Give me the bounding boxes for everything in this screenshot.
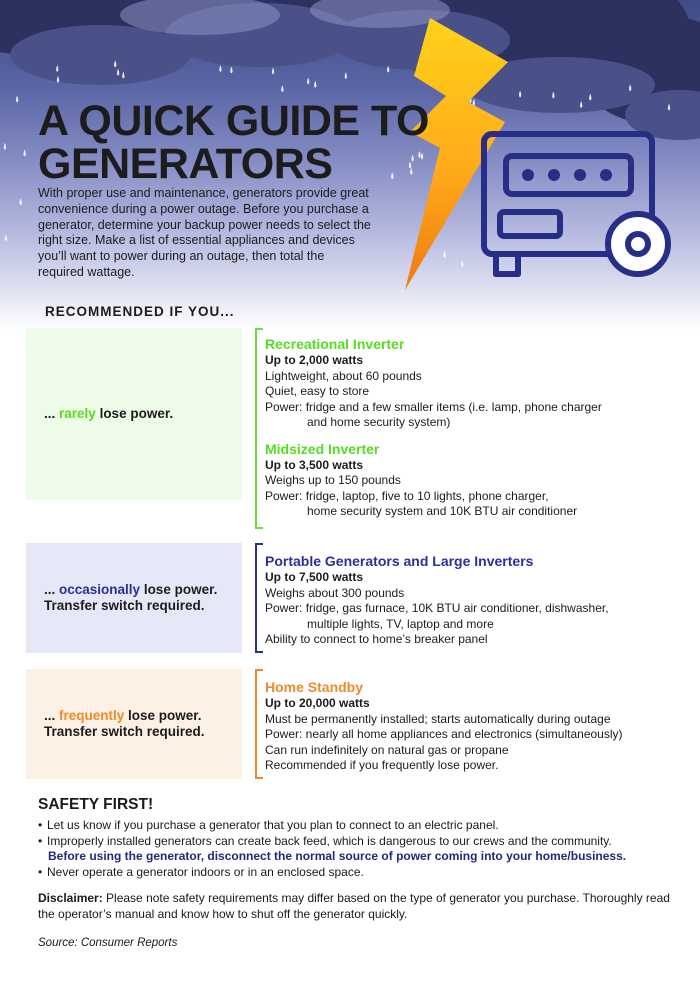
tier-frequently-box	[26, 669, 242, 779]
product-name: Portable Generators and Large Inverters	[265, 553, 534, 569]
disclaimer-text: Please note safety requirements may differ based on the type of generator you purchase. Thoroughly read the operator’s manual and know how to shut off the generator quickly.	[38, 891, 670, 921]
safety-emphasis: Before using the generator, disconnect the normal source of power coming into your home/business.	[48, 849, 627, 863]
rain-drop	[314, 81, 316, 88]
generator-icon	[478, 128, 678, 288]
product-spec: Quiet, easy to store	[265, 384, 370, 398]
product-home-standby	[265, 678, 665, 774]
rain-drop	[16, 96, 18, 103]
intro-paragraph: With proper use and maintenance, generators provide great convenience during a power outage. Before you purchase a generator, determine your backup power needs to select the right size. Make a list of essential appliances and devices you’ll want to power during an outage, then total the required wattage.	[38, 186, 371, 279]
rain-drop	[345, 72, 347, 79]
product-spec: Power: nearly all home appliances and electronics (simultaneously)	[265, 727, 623, 741]
product-name: Midsized Inverter	[265, 440, 380, 457]
disclaimer	[38, 891, 678, 922]
product-spec: Must be permanently installed; starts automatically during outage	[265, 711, 611, 726]
product-power: Power: fridge, gas furnace, 10K BTU air conditioner, dishwasher,	[265, 601, 609, 615]
product-midsized-inverter	[265, 440, 665, 520]
product-power-cont: multiple lights, TV, laptop and more	[307, 616, 494, 631]
safety-bullet: • Improperly installed generators can create back feed, which is dangerous to our crews and the community.	[38, 833, 612, 848]
product-spec: Weighs about 300 pounds	[265, 585, 405, 600]
rain-drop	[461, 260, 463, 267]
rain-drop	[443, 251, 445, 258]
product-name: Home Standby	[265, 679, 364, 695]
tier-keyword: frequently	[59, 708, 125, 723]
tier-rarely-products	[265, 335, 665, 520]
product-portable-generators	[265, 552, 665, 648]
safety-bullet: • Never operate a generator indoors or in an enclosed space.	[38, 864, 364, 879]
product-watts: Up to 7,500 watts	[265, 570, 364, 584]
recommended-heading: RECOMMENDED IF YOU...	[45, 304, 235, 319]
page-title: A QUICK GUIDE TO GENERATORS	[38, 97, 429, 188]
product-extra: Ability to connect to home’s breaker panel	[265, 632, 488, 646]
disclaimer-label: Disclaimer:	[38, 891, 103, 905]
tier-keyword: occasionally	[59, 582, 141, 597]
tier-rarely-box	[26, 328, 242, 500]
rain-drop	[230, 66, 232, 73]
rain-drop	[272, 67, 274, 74]
tier-rarely-label: ... rarely lose power.	[44, 406, 174, 421]
product-watts: Up to 3,500 watts	[265, 457, 364, 472]
tier-occasionally-label: ... occasionally lose power.	[44, 582, 218, 597]
product-power-cont: and home security system)	[307, 415, 451, 429]
safety-title: SAFETY FIRST!	[38, 796, 154, 813]
rain-drop	[307, 77, 309, 84]
safety-bullet: • Let us know if you purchase a generator that you plan to connect to an electric panel.	[38, 818, 499, 832]
product-spec: Recommended if you frequently lose power.	[265, 758, 499, 772]
product-power: Power: fridge and a few smaller items (i.e. lamp, phone charger	[265, 399, 602, 414]
tier-occasionally-box	[26, 543, 242, 653]
tier-occasionally-products	[265, 552, 665, 648]
rain-drop	[219, 65, 221, 72]
tier-frequently-label: ... frequently lose power.	[44, 708, 202, 723]
tier-frequently-products	[265, 678, 665, 774]
rain-drop	[5, 234, 7, 241]
product-watts: Up to 20,000 watts	[265, 696, 370, 710]
tier-note: Transfer switch required.	[44, 724, 205, 739]
source-citation: Source: Consumer Reports	[38, 937, 178, 949]
product-spec: Can run indefinitely on natural gas or propane	[265, 742, 509, 757]
tier-frequently-bracket	[255, 669, 263, 779]
product-recreational-inverter	[265, 335, 665, 431]
product-spec: Weighs up to 150 pounds	[265, 473, 401, 487]
header-banner	[0, 0, 700, 330]
tier-note: Transfer switch required.	[44, 598, 205, 613]
tier-keyword: rarely	[59, 406, 96, 421]
product-spec: Lightweight, about 60 pounds	[265, 368, 422, 383]
safety-section	[38, 796, 678, 880]
rain-drop	[19, 198, 21, 205]
rain-drop	[23, 149, 25, 156]
tier-rarely-bracket	[255, 328, 263, 529]
product-name: Recreational Inverter	[265, 336, 405, 352]
product-power-cont: home security system and 10K BTU air conditioner	[307, 504, 578, 518]
rain-drop	[281, 85, 283, 92]
product-watts: Up to 2,000 watts	[265, 353, 364, 367]
product-power: Power: fridge, laptop, five to 10 lights, phone charger,	[265, 488, 549, 503]
tier-occasionally-bracket	[255, 543, 263, 653]
rain-drop	[4, 143, 6, 150]
